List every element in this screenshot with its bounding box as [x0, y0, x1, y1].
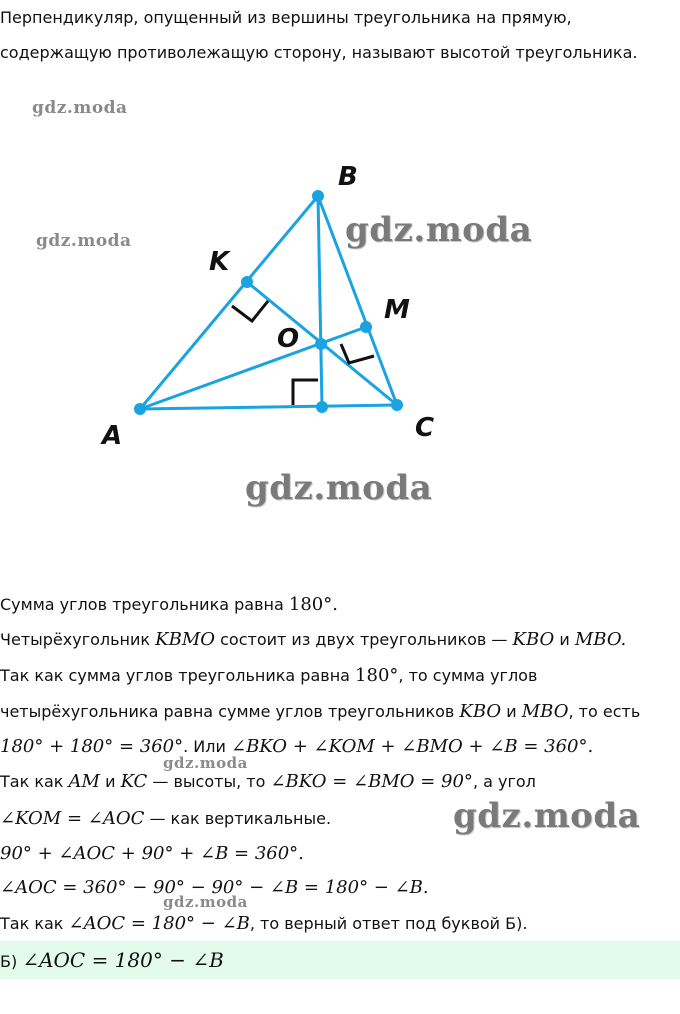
label-m: M	[384, 295, 410, 325]
point-b	[312, 190, 324, 202]
answer-line: Б) ∠AOC = 180° − ∠B	[0, 948, 224, 972]
solution-line-6: Так как AM и KC — высоты, то ∠BKO = ∠BMO = 90°, а угол	[0, 771, 536, 792]
altitude-bh	[318, 196, 322, 407]
label-b: B	[338, 162, 358, 192]
answer-box	[0, 941, 680, 979]
point-k	[241, 276, 253, 288]
side-ac	[140, 405, 397, 409]
watermark: gdz.moda	[163, 754, 248, 772]
solution-line-1: Сумма углов треугольника равна 180°.	[0, 594, 338, 615]
solution-line-9: ∠AOC = 360° − 90° − 90° − ∠B = 180° − ∠B.	[0, 877, 429, 898]
label-a: A	[102, 421, 123, 451]
right-angle-h	[293, 380, 318, 405]
solution-line-2: Четырёхугольник KBMO состоит из двух треугольников — KBO и MBO.	[0, 629, 627, 650]
right-angle-k	[232, 301, 268, 321]
watermark: gdz.moda	[245, 468, 433, 508]
intro-line-1: Перпендикуляр, опущенный из вершины треугольника на прямую,	[0, 8, 572, 27]
watermark: gdz.moda	[345, 210, 533, 250]
label-k: K	[209, 247, 230, 277]
solution-line-5: 180° + 180° = 360°. Или ∠BKO + ∠KOM + ∠BMO + ∠B = 360°.	[0, 736, 594, 757]
point-c	[391, 399, 403, 411]
watermark: gdz.moda	[36, 231, 132, 251]
right-angle-m	[341, 344, 374, 363]
solution-line-8: 90° + ∠AOC + 90° + ∠B = 360°.	[0, 843, 304, 864]
point-o	[315, 338, 327, 350]
solution-line-7: ∠KOM = ∠AOC — как вертикальные.	[0, 808, 332, 829]
intro-line-2: содержащую противолежащую сторону, называют высотой треугольника.	[0, 43, 638, 62]
triangle-figure	[0, 140, 680, 610]
point-m	[360, 321, 372, 333]
watermark: gdz.moda	[32, 98, 128, 118]
solution-line-10: Так как ∠AOC = 180° − ∠B, то верный ответ под буквой Б).	[0, 913, 528, 934]
solution-line-3: Так как сумма углов треугольника равна 180°, то сумма углов	[0, 665, 538, 686]
label-o: O	[277, 324, 300, 354]
solution-line-4: четырёхугольника равна сумме углов треугольников KBO и MBO, то есть	[0, 701, 641, 722]
point-a	[134, 403, 146, 415]
label-c: C	[415, 413, 435, 443]
watermark: gdz.moda	[453, 796, 641, 836]
point-h	[316, 401, 328, 413]
watermark: gdz.moda	[163, 893, 248, 911]
